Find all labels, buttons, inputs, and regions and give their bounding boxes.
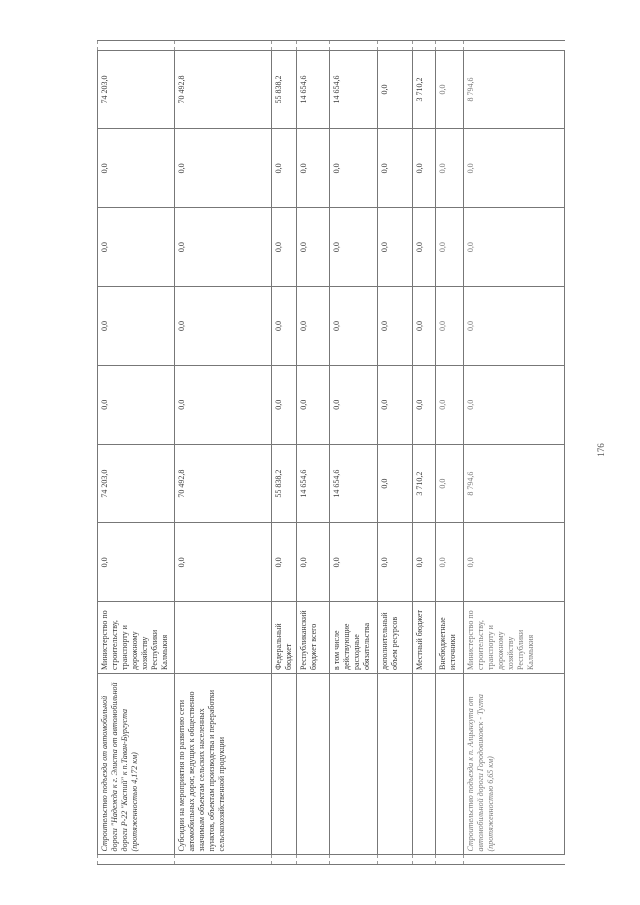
value-cell: 0,0 [378,129,413,208]
value-cell: 0,0 [413,287,436,366]
value-cell: 0,0 [175,523,272,602]
value-cell: 0,0 [297,129,330,208]
value-cell: 0,0 [378,365,413,444]
description-cell [436,673,464,855]
value-cell: 0,0 [378,208,413,287]
table-row [297,41,330,865]
source-cell: дополнительный объем ресурсов [378,602,413,674]
value-cell: 0,0 [297,523,330,602]
value-cell: 0,0 [436,50,464,129]
left-margin-cell [297,855,330,865]
value-cell: 3 710,2 [413,444,436,523]
value-cell: 14 654,6 [330,444,378,523]
description-cell [330,673,378,855]
source-cell: Министерство по строительству, транспорту и дорожному хозяйству Республики Калмыкия [98,602,175,674]
value-cell: 0,0 [175,365,272,444]
source-cell: Республиканский бюджет всего [297,602,330,674]
left-margin-cell [272,855,297,865]
value-cell: 74 203,0 [98,50,175,129]
value-cell: 0,0 [272,523,297,602]
table-row [98,41,175,865]
value-cell: 0,0 [297,365,330,444]
table-row [413,41,436,865]
value-cell: 0,0 [436,287,464,366]
table-row [436,41,464,865]
source-cell: в том числе действующие расходные обязательства [330,602,378,674]
value-cell: 14 654,6 [297,50,330,129]
value-cell: 0,0 [413,523,436,602]
value-cell: 70 492,8 [175,50,272,129]
left-margin-cell [330,855,378,865]
right-margin-cell [297,41,330,51]
value-cell: 0,0 [436,208,464,287]
value-cell: 0,0 [272,287,297,366]
value-cell: 0,0 [175,129,272,208]
value-cell: 0,0 [98,365,175,444]
budget-table [97,40,565,865]
value-cell: 0,0 [297,287,330,366]
value-cell: 0,0 [378,50,413,129]
value-cell: 14 654,6 [297,444,330,523]
source-cell: Местный бюджет [413,602,436,674]
rotated-table-wrapper [97,40,562,865]
right-margin-cell [272,41,297,51]
table-row [272,41,297,865]
right-margin-cell [98,41,175,51]
left-margin-cell [98,855,175,865]
description-cell [297,673,330,855]
value-cell: 70 492,8 [175,444,272,523]
value-cell: 0,0 [330,287,378,366]
value-cell: 0,0 [98,208,175,287]
value-cell: 0,0 [330,208,378,287]
value-cell: 0,0 [436,365,464,444]
value-cell: 0,0 [464,208,565,287]
table-row [330,41,378,865]
value-cell: 0,0 [98,129,175,208]
value-cell: 0,0 [175,287,272,366]
left-margin-cell [175,855,272,865]
value-cell: 0,0 [98,287,175,366]
value-cell: 0,0 [464,129,565,208]
right-margin-cell [330,41,378,51]
left-margin-cell [436,855,464,865]
left-margin-cell [464,855,565,865]
value-cell: 3 710,2 [413,50,436,129]
right-margin-cell [413,41,436,51]
table-row [378,41,413,865]
source-cell: Внебюджетные источники [436,602,464,674]
value-cell: 74 203,0 [98,444,175,523]
source-cell: Министерство по строительству, транспорту и дорожному хозяйству Республики Калмыкия [464,602,565,674]
right-margin-cell [378,41,413,51]
right-margin-cell [175,41,272,51]
value-cell: 0,0 [413,129,436,208]
value-cell: 0,0 [436,444,464,523]
value-cell: 0,0 [464,287,565,366]
value-cell: 0,0 [175,208,272,287]
description-cell [378,673,413,855]
right-margin-cell [436,41,464,51]
description-cell: Строительство подъезда от автомобильной дороги "Надежда к г. Элиста от автомобильной дороги Р-22 "Каспий" к п.Таван-Бургуста (протяженностью 4,172 км) [98,673,175,855]
value-cell: 0,0 [413,365,436,444]
value-cell: 0,0 [464,523,565,602]
value-cell: 0,0 [378,444,413,523]
value-cell: 14 654,6 [330,50,378,129]
source-cell: Федеральный бюджет [272,602,297,674]
value-cell: 0,0 [272,365,297,444]
value-cell: 0,0 [330,365,378,444]
description-cell [272,673,297,855]
value-cell: 0,0 [464,365,565,444]
right-margin-cell [464,41,565,51]
value-cell: 0,0 [330,523,378,602]
source-cell [175,602,272,674]
value-cell: 55 838,2 [272,444,297,523]
description-cell: Субсидии на мероприятия по развитию сети автомобильных дорог, ведущих к общественно значимым объектам сельских населенных пунктов, объектам производства и переработки сельскохозяйственной продукции [175,673,272,855]
value-cell: 8 794,6 [464,50,565,129]
value-cell: 8 794,6 [464,444,565,523]
value-cell: 0,0 [436,523,464,602]
page-number: 176 [596,443,606,457]
left-margin-cell [413,855,436,865]
table-row [464,41,565,865]
description-cell: Строительство подъезда к п. Алцынхута от автомобильной дороги Городовиковск - Тугта (протяженностью 6,65 км) [464,673,565,855]
value-cell: 0,0 [272,208,297,287]
value-cell: 55 838,2 [272,50,297,129]
value-cell: 0,0 [378,523,413,602]
value-cell: 0,0 [272,129,297,208]
left-margin-cell [378,855,413,865]
value-cell: 0,0 [378,287,413,366]
value-cell: 0,0 [297,208,330,287]
table-row [175,41,272,865]
value-cell: 0,0 [330,129,378,208]
value-cell: 0,0 [413,208,436,287]
description-cell [413,673,436,855]
value-cell: 0,0 [436,129,464,208]
value-cell: 0,0 [98,523,175,602]
